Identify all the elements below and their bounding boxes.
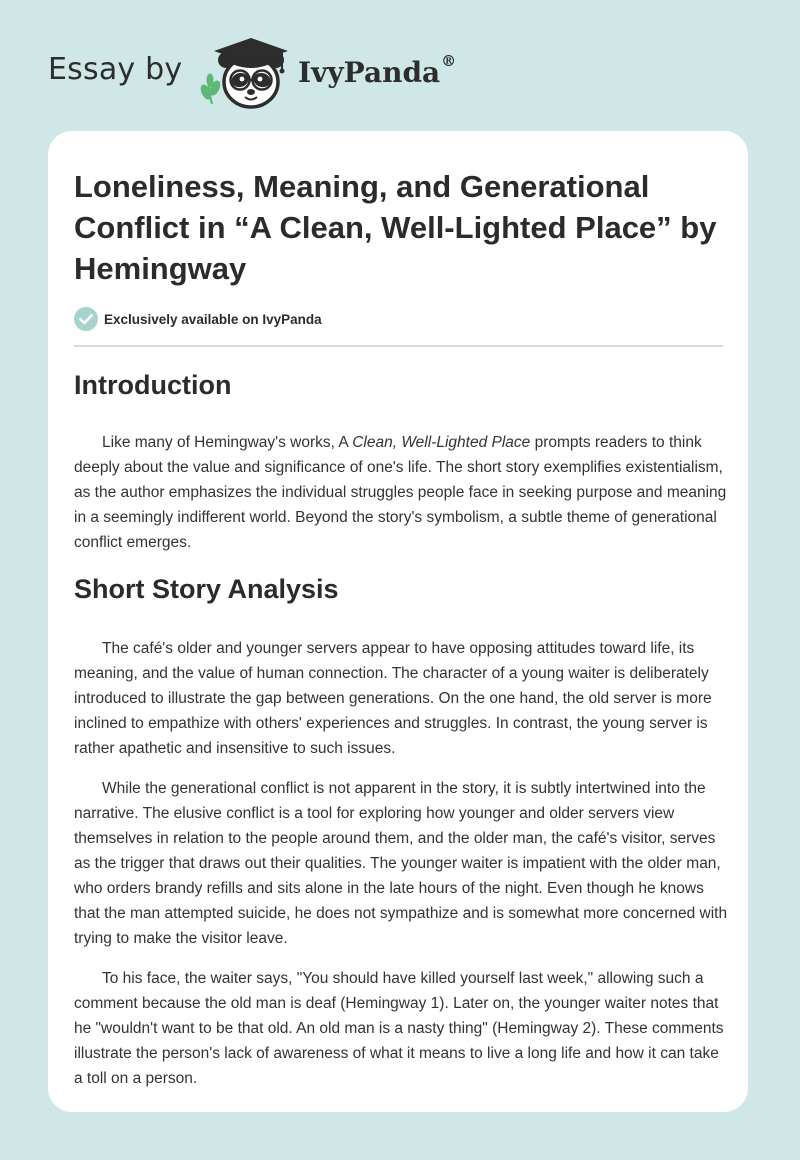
essay-card xyxy=(48,131,748,1112)
paragraph: Like many of Hemingway's works, A Clean, Well-Lighted Place prompts readers to think deeply about the value and significance of one's life. The short story exemplifies existentialism, as the author emphasizes the individual struggles people face in seeking purpose and meaning in a seemingly indifferent world. Beyond the story's symbolism, a subtle theme of generational conflict emerges. xyxy=(74,434,727,551)
section-heading-short-story-analysis: Short Story Analysis xyxy=(74,574,339,604)
check-circle-icon xyxy=(74,307,98,331)
essay-body xyxy=(74,363,729,1091)
paragraph: The café's older and younger servers appear to have opposing attitudes toward life, its meaning, and the value of human connection. The character of a young waiter is deliberately introduced to illustrate the gap between generations. On the one hand, the old server is more inclined to empathize with others' experiences and struggles. In contrast, the young server is rather apathetic and insensitive to such issues. xyxy=(74,640,712,757)
section-heading-introduction: Introduction xyxy=(74,370,232,400)
essay-title: Loneliness, Meaning, and Generational Conflict in “A Clean, Well-Lighted Place” by Hemingway xyxy=(74,169,717,286)
brand-name: IvyPanda® xyxy=(298,52,457,89)
registered-mark: ® xyxy=(441,52,457,70)
exclusive-badge-label: Exclusively available on IvyPanda xyxy=(104,311,322,327)
story-title-emphasis: Clean, Well-Lighted Place xyxy=(352,434,531,451)
title-divider xyxy=(74,345,723,347)
paragraph: While the generational conflict is not apparent in the story, it is subtly intertwined into the narrative. The elusive conflict is a tool for exploring how younger and older servers view themselves in relation to the people around them, and the older man, the café's visitor, serves as the trigger that draws out their qualities. The younger waiter is impatient with the older man, who orders brandy refills and sits alone in the late hours of the night. Even though he knows that the man attempted suicide, he does not sympathize and is somewhat more concerned with trying to make the visitor leave. xyxy=(74,780,728,947)
panda-graduate-icon xyxy=(200,36,292,110)
site-header xyxy=(48,30,508,110)
essay-by-label: Essay by xyxy=(48,52,183,87)
exclusive-badge xyxy=(74,307,322,331)
paragraph: To his face, the waiter says, "You should have killed yourself last week," allowing such a comment because the old man is deaf (Hemingway 1). Later on, the younger waiter notes that he "wouldn't want to be that old. An old man is a nasty thing" (Hemingway 2). These comments illustrate the person's lack of awareness of what it means to live a long life and how it can take a toll on a person. xyxy=(74,970,724,1087)
